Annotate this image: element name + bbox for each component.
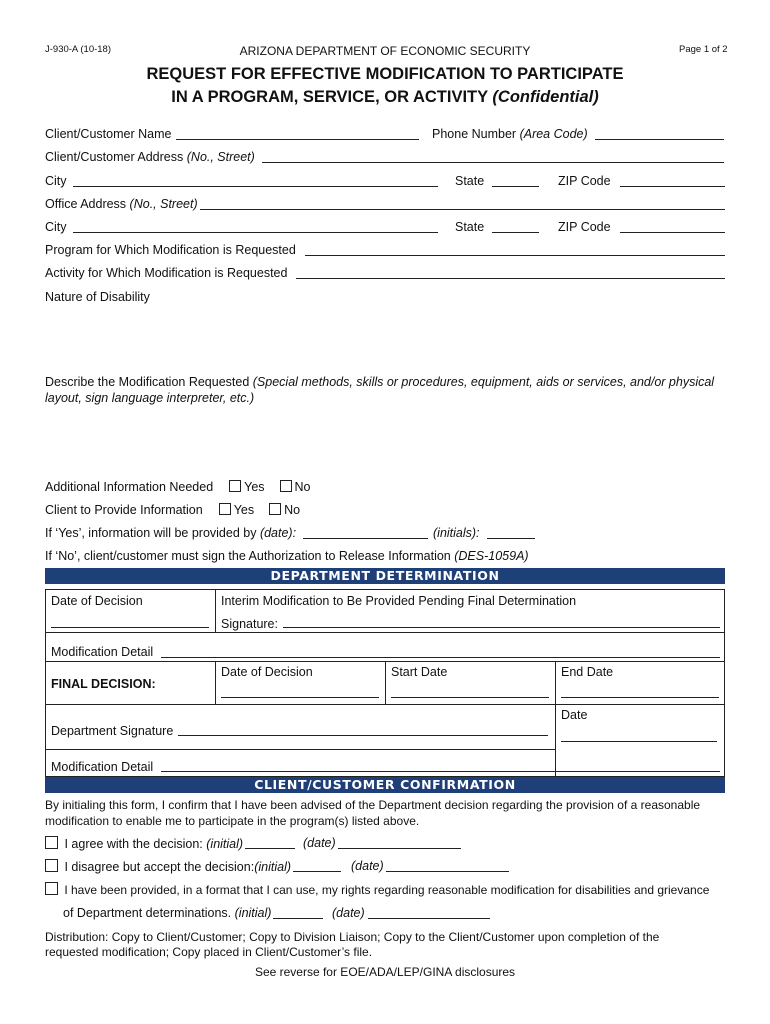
rights-date-field[interactable] (368, 918, 490, 919)
department-signature-label: Department Signature (51, 724, 174, 738)
rights-initial-field[interactable] (273, 918, 323, 919)
page-number: Page 1 of 2 (679, 44, 728, 55)
program-field[interactable] (305, 255, 725, 256)
activity-field[interactable] (296, 278, 725, 279)
client-provide-row: Client to Provide Information Yes No (45, 503, 301, 517)
confirmation-intro-line1: By initialing this form, I confirm that I have been advised of the Department decision regarding the provision of a reasonable (45, 798, 701, 812)
zip2-label: ZIP Code (558, 220, 611, 234)
if-yes-date-field[interactable] (303, 538, 428, 539)
final-date-of-decision-label: Date of Decision (221, 665, 313, 679)
if-no-text: If ‘No’, client/customer must sign the Authorization to Release Information (DES-1059A) (45, 549, 529, 563)
form-title-line2: IN A PROGRAM, SERVICE, OR ACTIVITY (Confidential) (171, 88, 599, 106)
zip2-field[interactable] (620, 232, 725, 233)
state2-label: State (455, 220, 485, 234)
final-date-field[interactable] (221, 697, 379, 698)
distribution-line1: Distribution: Copy to Client/Customer; Copy to Division Liaison; Copy to the Client/Customer upon completion of the (45, 930, 660, 944)
date-of-decision-label: Date of Decision (51, 594, 143, 608)
info-needed-yes-checkbox[interactable] (229, 480, 241, 492)
agree-row: I agree with the decision: (initial) (45, 836, 243, 851)
distribution-line2: requested modification; Copy placed in Client/Customer’s file. (45, 945, 373, 959)
modification-detail-label: Modification Detail (51, 645, 154, 659)
interim-date-field[interactable] (51, 627, 209, 628)
disability-label: Nature of Disability (45, 290, 150, 304)
disagree-date-field[interactable] (386, 871, 509, 872)
see-reverse-note: See reverse for EOE/ADA/LEP/GINA disclosures (254, 965, 516, 979)
zip-label: ZIP Code (558, 174, 611, 188)
department-determination-banner: DEPARTMENT DETERMINATION (45, 568, 725, 584)
rights-row: I have been provided, in a format that I can use, my rights regarding reasonable modification for disabilities and grievance (45, 882, 709, 897)
client-address-field[interactable] (262, 162, 724, 163)
city2-field[interactable] (73, 232, 438, 233)
client-confirmation-banner: CLIENT/CUSTOMER CONFIRMATION (45, 777, 725, 793)
state-field[interactable] (492, 186, 539, 187)
agency-name: ARIZONA DEPARTMENT OF ECONOMIC SECURITY (239, 44, 531, 58)
modification-detail-2-label: Modification Detail (51, 760, 154, 774)
info-needed-no-checkbox[interactable] (280, 480, 292, 492)
client-name-field[interactable] (176, 139, 419, 140)
rights-date-label: (date) (332, 906, 365, 920)
signature-date-field[interactable] (561, 741, 717, 742)
if-yes-initials-field[interactable] (487, 538, 535, 539)
client-provide-yes-checkbox[interactable] (219, 503, 231, 515)
interim-label: Interim Modification to Be Provided Pending Final Determination (221, 594, 577, 608)
signature-label: Signature: (221, 617, 278, 631)
agree-checkbox[interactable] (45, 836, 58, 849)
form-title-line1: REQUEST FOR EFFECTIVE MODIFICATION TO PARTICIPATE (146, 65, 624, 83)
final-decision-label: FINAL DECISION: (51, 677, 156, 691)
client-provide-no-checkbox[interactable] (269, 503, 281, 515)
city2-label: City (45, 220, 67, 234)
state2-field[interactable] (492, 232, 539, 233)
zip-field[interactable] (620, 186, 725, 187)
if-yes-label: If ‘Yes’, information will be provided by (date): (45, 526, 297, 540)
city-field[interactable] (73, 186, 438, 187)
city-label: City (45, 174, 67, 188)
form-id: J-930-A (10-18) (45, 44, 112, 55)
agree-date-label: (date) (303, 836, 336, 850)
state-label: State (455, 174, 485, 188)
signature-date-label: Date (561, 708, 588, 722)
confirmation-intro-line2: modification to enable me to participate in the program(s) listed above. (45, 814, 420, 828)
office-address-label: Office Address (No., Street) (45, 197, 198, 211)
client-name-label: Client/Customer Name (45, 127, 172, 141)
program-label: Program for Which Modification is Requested (45, 243, 296, 257)
office-address-field[interactable] (200, 209, 725, 210)
modification-detail-2-field[interactable] (161, 771, 720, 772)
end-date-label: End Date (561, 665, 614, 679)
disagree-checkbox[interactable] (45, 859, 58, 872)
disagree-row: I disagree but accept the decision:(initial) (45, 859, 291, 874)
client-address-label: Client/Customer Address (No., Street) (45, 150, 255, 164)
agree-initial-field[interactable] (245, 848, 295, 849)
rights-row-line2: of Department determinations. (initial) (63, 906, 272, 920)
initials-label: (initials): (433, 526, 480, 540)
rights-checkbox[interactable] (45, 882, 58, 895)
end-date-field[interactable] (561, 697, 719, 698)
describe-hint-line2: layout, sign language interpreter, etc.) (45, 391, 255, 405)
interim-signature-field[interactable] (283, 627, 720, 628)
disagree-date-label: (date) (351, 859, 384, 873)
start-date-field[interactable] (391, 697, 549, 698)
describe-label: Describe the Modification Requested (Special methods, skills or procedures, equipment, aids or services, and/or physical (45, 375, 715, 389)
phone-field[interactable] (595, 139, 724, 140)
start-date-label: Start Date (391, 665, 448, 679)
activity-label: Activity for Which Modification is Requested (45, 266, 288, 280)
modification-detail-field[interactable] (161, 657, 720, 658)
info-needed-row: Additional Information Needed Yes No (45, 480, 311, 494)
phone-label: Phone Number (Area Code) (432, 127, 588, 141)
disagree-initial-field[interactable] (293, 871, 341, 872)
department-signature-field[interactable] (178, 735, 548, 736)
agree-date-field[interactable] (338, 848, 461, 849)
